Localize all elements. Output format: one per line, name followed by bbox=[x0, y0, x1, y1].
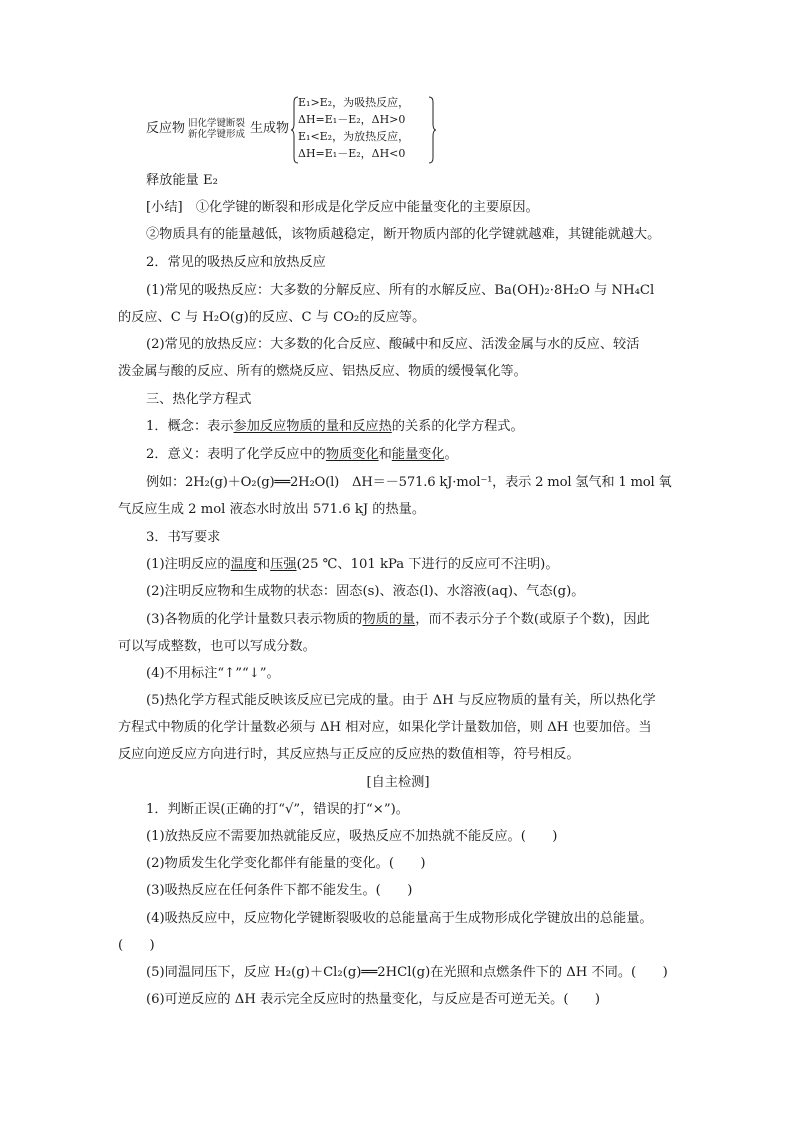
exothermic-para-line-1: (2)常见的放热反应：大多数的化合反应、酸碱中和反应、活泼金属与水的反应、较活 bbox=[146, 337, 640, 352]
req1-temperature: 温度 bbox=[230, 557, 257, 572]
requirement-5-line-1: (5)热化学方程式能反映该反应已完成的量。由于 ΔH 与反应物质的量有关，所以热化学 bbox=[146, 693, 656, 708]
reaction-energy-diagram bbox=[146, 96, 446, 168]
requirement-4: (4)不用标注“↑”“↓”。 bbox=[146, 666, 280, 681]
requirement-5-line-2: 方程式中物质的化学计量数必须与 ΔH 相对应，如果化学计量数加倍，则 ΔH 也要加倍。当 bbox=[118, 720, 652, 735]
concept-underlined: 参加反应物质的量和反应热 bbox=[233, 419, 392, 434]
req1-and: 和 bbox=[257, 557, 271, 572]
self-check-heading: [自主检测] bbox=[366, 775, 430, 790]
meaning-and: 和 bbox=[378, 447, 392, 462]
condition-line-1: E₁>E₂，为吸热反应， bbox=[298, 96, 410, 109]
req3-amount-of-substance: 物质的量 bbox=[362, 612, 416, 627]
section-2-title: 2．常见的吸热反应和放热反应 bbox=[146, 255, 326, 270]
summary-tag: [小结] bbox=[146, 200, 183, 215]
requirement-1 bbox=[146, 556, 678, 574]
question-item-3: (3)吸热反应在任何条件下都不能发生。( ) bbox=[146, 883, 413, 898]
meaning-line bbox=[146, 446, 678, 464]
requirements-title: 3．书写要求 bbox=[146, 530, 221, 545]
requirement-3-line-2: 可以写成整数，也可以写成分数。 bbox=[118, 639, 316, 654]
condition-line-3: E₁<E₂，为放热反应， bbox=[298, 130, 410, 143]
concept-line bbox=[146, 418, 678, 436]
req1-prefix: (1)注明反应的 bbox=[146, 557, 231, 572]
req3-prefix: (3)各物质的化学计量数只表示物质的 bbox=[146, 612, 363, 627]
endothermic-para-line-1: (1)常见的吸热反应：大多数的分解反应、所有的水解反应、Ba(OH)₂·8H₂O 与 NH₄Cl bbox=[146, 283, 655, 298]
right-brace-icon bbox=[428, 96, 436, 164]
section-3-title: 三、热化学方程式 bbox=[146, 392, 252, 407]
summary-point-1 bbox=[146, 199, 678, 217]
release-energy-line: 释放能量 E₂ bbox=[146, 173, 218, 188]
req1-pressure: 压强 bbox=[270, 557, 297, 572]
example-line-2: 气反应生成 2 mol 液态水时放出 571.6 kJ 的热量。 bbox=[118, 502, 426, 517]
question-item-2: (2)物质发生化学变化都伴有能量的变化。( ) bbox=[146, 856, 426, 871]
product-label: 生成物 bbox=[250, 121, 290, 136]
question-item-4-bracket: ( ) bbox=[118, 938, 155, 953]
condition-line-4: ΔH=E₁－E₂，ΔH<0 bbox=[298, 147, 406, 160]
exothermic-para-line-2: 泼金属与酸的反应、所有的燃烧反应、铝热反应、物质的缓慢氧化等。 bbox=[118, 364, 527, 379]
requirement-5-line-3: 反应向逆反应方向进行时，其反应热与正反应的反应热的数值相等，符号相反。 bbox=[118, 747, 580, 762]
question-item-4: (4)吸热反应中，反应物化学键断裂吸收的总能量高于生成物形成化学键放出的总能量。 bbox=[146, 911, 653, 926]
requirement-3-line-1 bbox=[146, 611, 678, 629]
req1-suffix: (25 ℃、101 kPa 下进行的反应可不注明)。 bbox=[296, 557, 559, 572]
meaning-material-change: 物质变化 bbox=[325, 447, 379, 462]
question-item-6: (6)可逆反应的 ΔH 表示完全反应时的热量变化，与反应是否可逆无关。( ) bbox=[146, 992, 601, 1007]
meaning-suffix: 。 bbox=[444, 447, 458, 462]
summary-point-2: ②物质具有的能量越低，该物质越稳定，断开物质内部的化学键就越难，其键能就越大。 bbox=[146, 227, 661, 242]
requirement-2: (2)注明反应物和生成物的状态：固态(s)、液态(l)、水溶液(aq)、气态(g)。 bbox=[146, 584, 585, 599]
question-item-1: (1)放热反应不需要加热就能反应，吸热反应不加热就不能反应。( ) bbox=[146, 829, 558, 844]
bond-break-label: 旧化学键断裂 bbox=[188, 118, 246, 129]
condition-line-2: ΔH=E₁－E₂，ΔH>0 bbox=[298, 113, 406, 126]
req3-suffix: ，而不表示分子个数(或原子个数)，因此 bbox=[415, 612, 650, 627]
concept-suffix: 的关系的化学方程式。 bbox=[391, 419, 524, 434]
bond-form-label: 新化学键形成 bbox=[188, 129, 246, 140]
meaning-energy-change: 能量变化 bbox=[391, 447, 445, 462]
meaning-prefix: 2．意义：表明了化学反应中的 bbox=[146, 447, 326, 462]
example-line-1: 例如：2H₂(g)＋O₂(g)══2H₂O(l) ΔH＝－571.6 kJ·mol⁻¹，表示 2 mol 氢气和 1 mol 氧 bbox=[146, 475, 672, 490]
question-title: 1．判断正误(正确的打“√”，错误的打“×”)。 bbox=[146, 802, 409, 817]
question-item-5: (5)同温同压下，反应 H₂(g)＋Cl₂(g)══2HCl(g)在光照和点燃条件下的 ΔH 不同。( ) bbox=[146, 965, 668, 980]
summary-text-1: ①化学键的断裂和形成是化学反应中能量变化的主要原因。 bbox=[195, 200, 539, 215]
endothermic-para-line-2: 的反应、C 与 H₂O(g)的反应、C 与 CO₂的反应等。 bbox=[118, 310, 426, 325]
reactant-label: 反应物 bbox=[146, 121, 186, 136]
concept-prefix: 1．概念：表示 bbox=[146, 419, 234, 434]
